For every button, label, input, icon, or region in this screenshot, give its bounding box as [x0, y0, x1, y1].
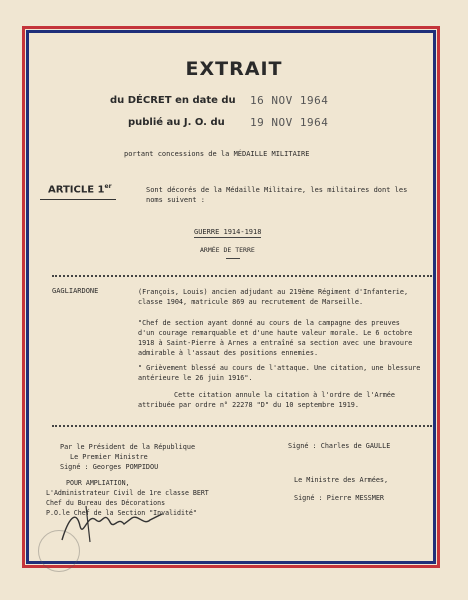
- minister-title: Le Ministre des Armées,: [294, 476, 389, 484]
- ampliation-line: POUR AMPLIATION,: [66, 479, 130, 487]
- decree-purpose: portant concessions de la MÉDAILLE MILITAIRE: [124, 150, 310, 158]
- citation-line: admirable à l'assaut des positions ennemies.: [138, 349, 319, 357]
- note-line: attribuée par ordre n° 22278 "D" du 10 septembre 1919.: [138, 401, 359, 409]
- published-date-stamp: 19 NOV 1964: [250, 116, 329, 129]
- dotted-separator-top: [52, 275, 432, 277]
- published-label: publié au J. O. du: [128, 117, 225, 128]
- pompidou-signature: Signé : Georges POMPIDOU: [60, 463, 159, 471]
- decree-date-stamp: 16 NOV 1964: [250, 94, 329, 107]
- ampliation-line: L'Administrateur Civil de 1re classe BERT: [46, 489, 209, 497]
- article-intro-line-2: noms suivent :: [146, 196, 206, 204]
- article-heading: [48, 183, 112, 195]
- article-intro-line-1: Sont décorés de la Médaille Militaire, les militaires dont les: [146, 186, 408, 194]
- citation-line: antérieure le 26 juin 1916".: [138, 374, 253, 382]
- ampliation-line: P.O.le Chef de la Section "Invalidité": [46, 509, 197, 517]
- soldier-line: (François, Louis) ancien adjudant au 219ème Régiment d'Infanterie,: [138, 288, 409, 296]
- messmer-signature: Signé : Pierre MESSMER: [294, 494, 385, 502]
- article-superscript: er: [104, 183, 112, 190]
- note-line: Cette citation annule la citation à l'ordre de l'Armée: [174, 391, 395, 399]
- president-line: Par le Président de la République: [60, 443, 196, 451]
- citation-note: [138, 390, 395, 410]
- citation-line: 1918 à Saint-Pierre à Arnes a entraîné sa section avec une bravoure: [138, 339, 413, 347]
- citation-line: " Grièvement blessé au cours de l'attaque. Une citation, une blessure: [138, 364, 421, 372]
- citation-line: "Chef de section ayant donné au cours de la campagne des preuves: [138, 319, 400, 327]
- left-signature-block: [60, 442, 195, 472]
- army-dash: [226, 258, 240, 259]
- army-heading: ARMÉE DE TERRE: [200, 246, 255, 254]
- faint-seal-stamp: [38, 530, 80, 572]
- decree-label: du DÉCRET en date du: [110, 95, 236, 106]
- prime-minister-line: Le Premier Ministre: [70, 453, 148, 461]
- document-title: EXTRAIT: [185, 58, 283, 80]
- citation-text: [138, 318, 420, 383]
- de-gaulle-signature: Signé : Charles de GAULLE: [288, 442, 391, 450]
- soldier-details: [138, 287, 408, 307]
- dotted-separator-bottom: [52, 425, 432, 427]
- soldier-name: GAGLIARDONE: [52, 287, 99, 295]
- soldier-line: classe 1904, matricule 869 au recrutement de Marseille.: [138, 298, 364, 306]
- citation-line: d'un courage remarquable et d'une haute valeur morale. Le 6 octobre: [138, 329, 413, 337]
- war-heading: GUERRE 1914-1918: [194, 228, 262, 236]
- article-label: ARTICLE 1: [48, 184, 105, 196]
- ampliation-line: Chef du Bureau des Décorations: [46, 499, 166, 507]
